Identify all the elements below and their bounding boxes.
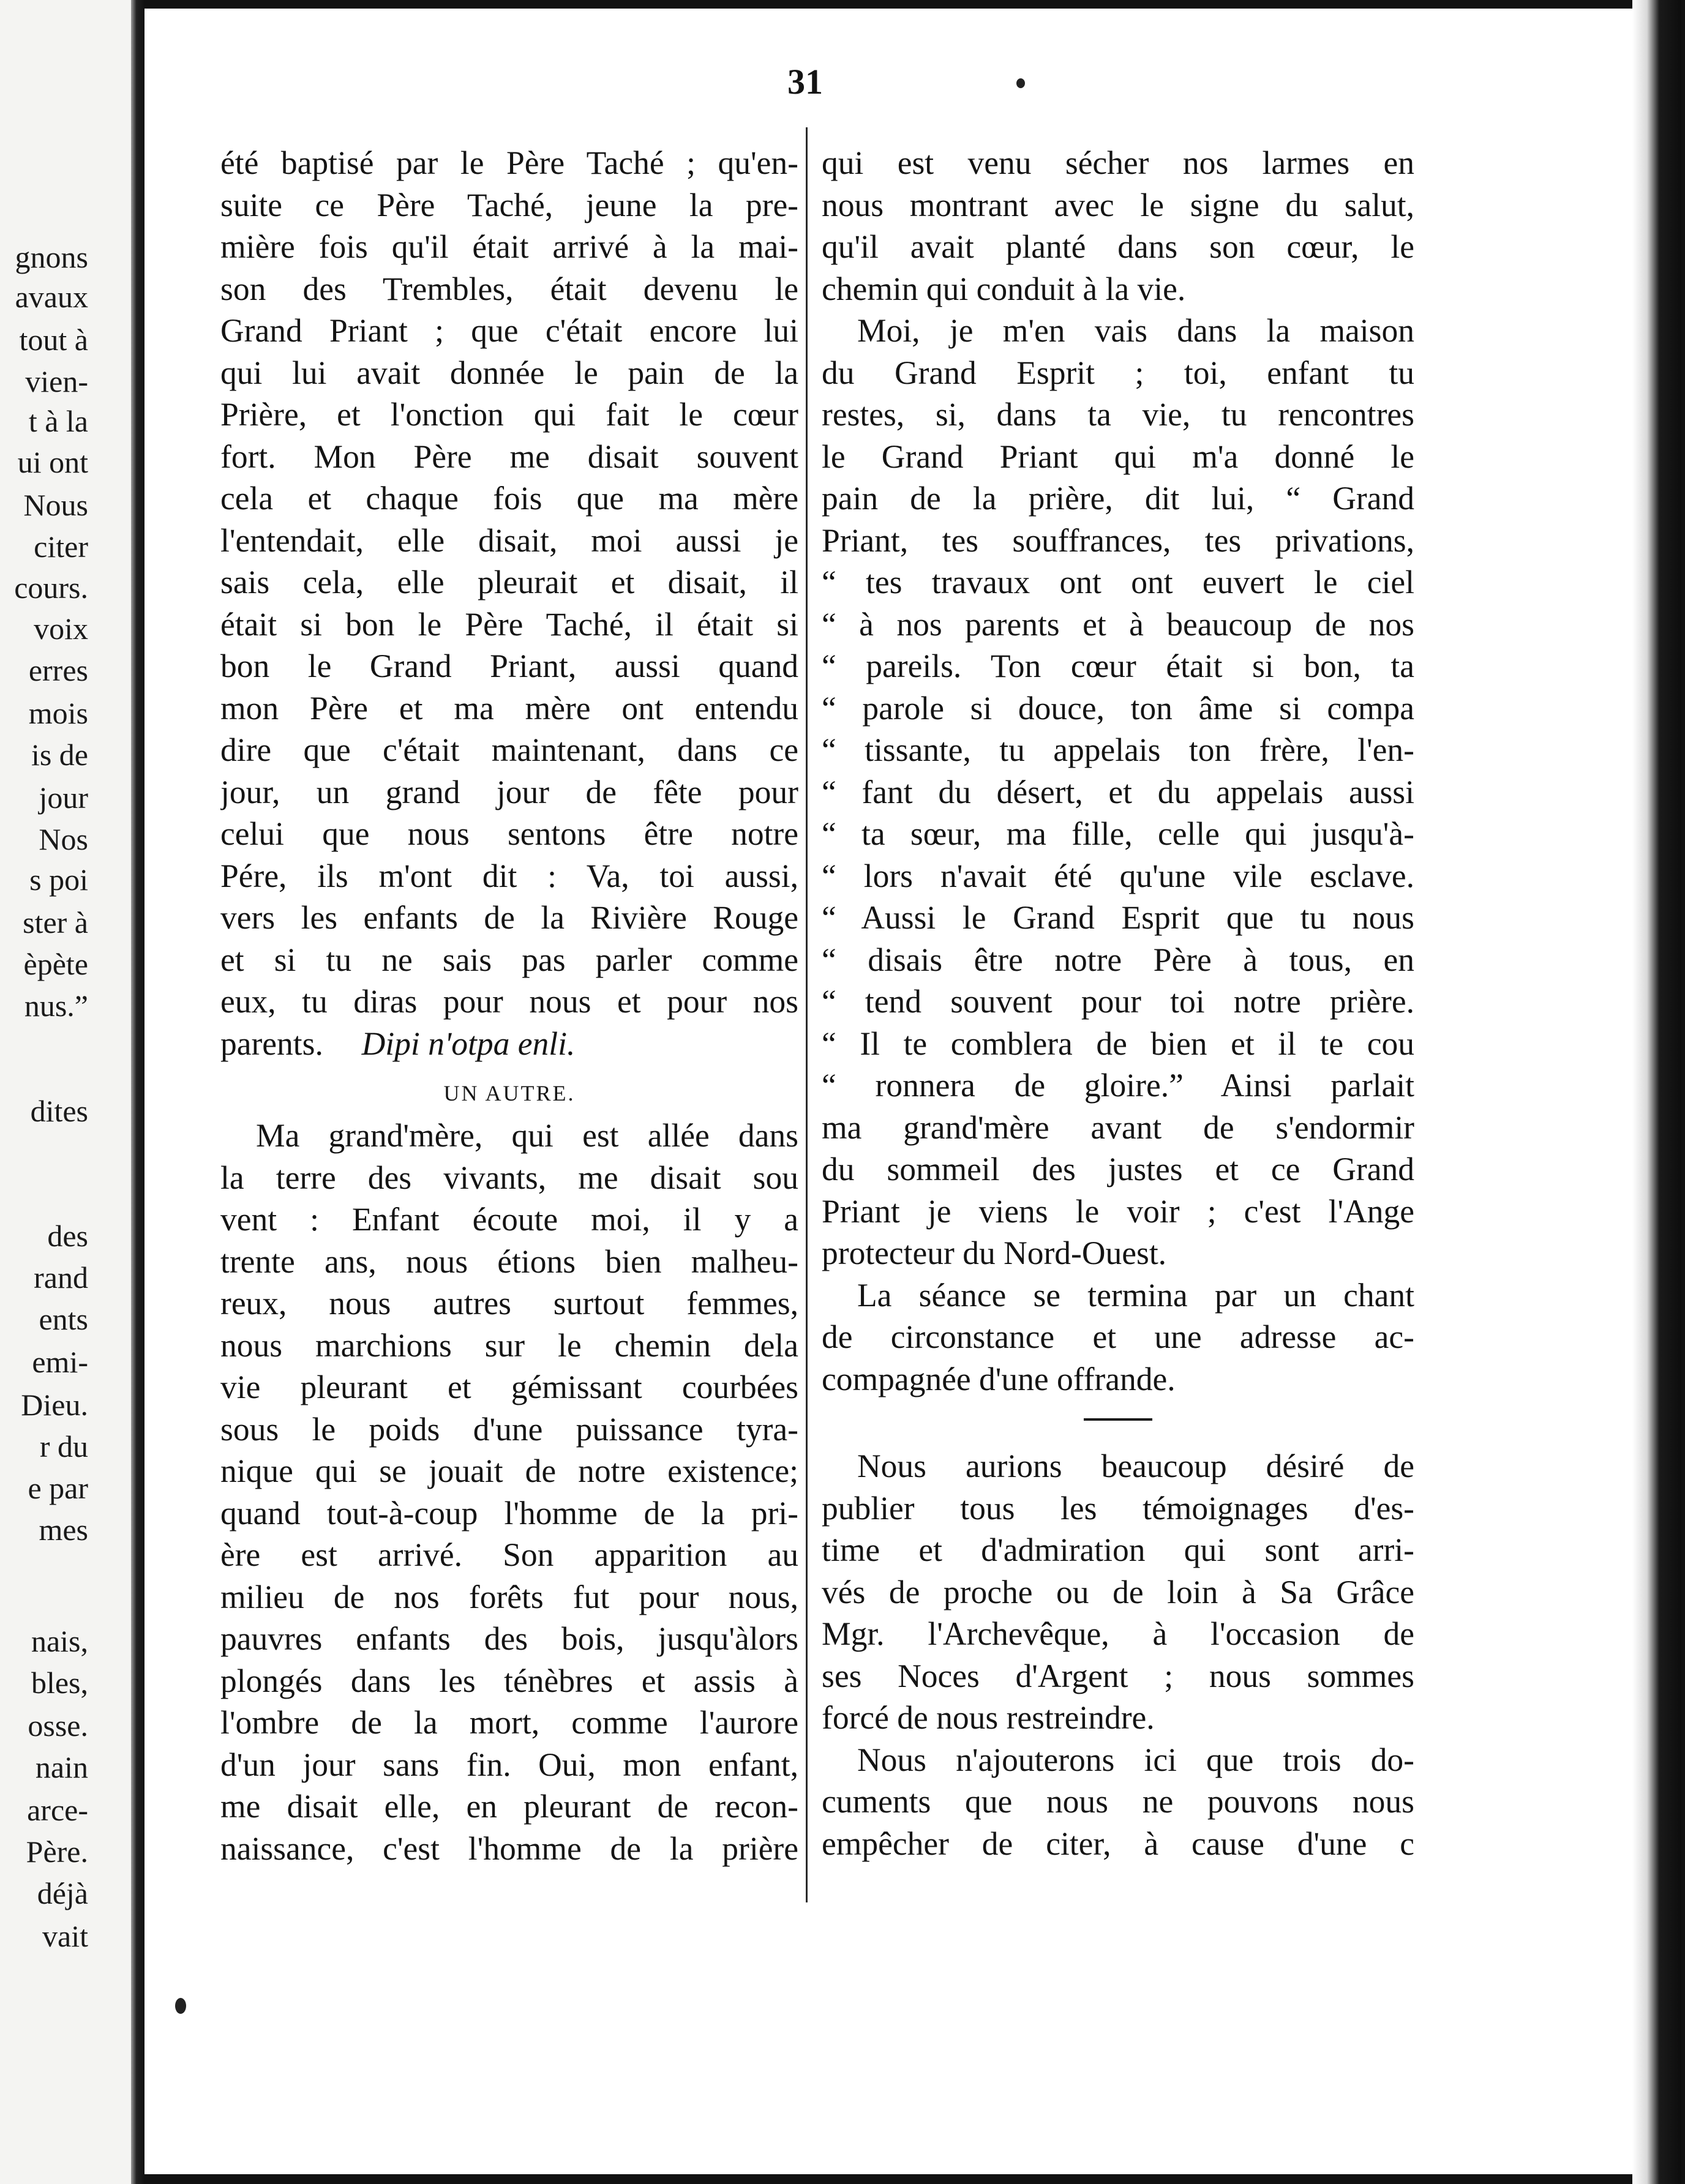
right-paragraph xyxy=(822,1445,1414,1739)
left-column-line: pauvres enfants des bois, jusqu'àlors xyxy=(220,1620,798,1657)
margin-fragment: èpète xyxy=(23,947,88,981)
right-column-line: compagnée d'une offrande. xyxy=(822,1360,1176,1397)
right-column-line: restes, si, dans ta vie, tu rencontres xyxy=(822,396,1414,433)
left-column-line: trente ans, nous étions bien malheu- xyxy=(220,1243,798,1280)
margin-fragment: Nos xyxy=(39,822,88,856)
right-column-line: “ fant du désert, et du appelais aussi xyxy=(822,773,1414,810)
right-column-line: cuments que nous ne pouvons nous xyxy=(822,1783,1414,1820)
left-column-line: eux, tu diras pour nous et pour nos xyxy=(220,983,798,1020)
right-page-edge xyxy=(1632,0,1681,2184)
margin-fragment: s poi xyxy=(29,862,88,897)
right-column-line: “ tissante, tu appelais ton frère, l'en- xyxy=(822,731,1414,768)
margin-fragment: e par xyxy=(28,1471,88,1505)
margin-fragment: osse. xyxy=(28,1708,88,1743)
left-column-line: l'entendait, elle disait, moi aussi je xyxy=(220,522,798,559)
margin-fragment: des xyxy=(47,1219,88,1253)
margin-fragment: gnons xyxy=(15,240,88,274)
right-column-line: “ parole si douce, ton âme si compa xyxy=(822,689,1414,727)
right-column-line: du sommeil des justes et ce Grand xyxy=(822,1151,1414,1187)
left-column-text xyxy=(220,142,798,1023)
right-paragraph xyxy=(822,1274,1414,1401)
column-divider xyxy=(806,127,808,1902)
left-column-line: reux, nous autres surtout femmes, xyxy=(220,1285,798,1322)
margin-fragment: bles, xyxy=(31,1666,88,1700)
section-heading-line xyxy=(220,1064,798,1115)
margin-fragment: nus.” xyxy=(24,989,88,1023)
margin-fragment: tout à xyxy=(19,323,88,357)
left-column-line: sais cela, elle pleurait et disait, il xyxy=(220,564,798,600)
left-column-line: qui lui avait donnée le pain de la xyxy=(220,354,798,391)
right-column-line: “ Il te comblera de bien et il te cou xyxy=(822,1025,1414,1062)
left-column-line: quand tout-à-coup l'homme de la pri- xyxy=(220,1494,798,1531)
right-column-line: publier tous les témoignages d'es- xyxy=(822,1489,1414,1527)
right-column-line: protecteur du Nord-Ouest. xyxy=(822,1235,1167,1271)
left-column-line: vers les enfants de la Rivière Rouge xyxy=(220,899,798,936)
left-column-line: ère est arrivé. Son apparition au xyxy=(220,1536,798,1573)
left-column-line: Prière, et l'onction qui fait le cœur xyxy=(220,396,798,433)
right-column-line: forcé de nous restreindre. xyxy=(822,1699,1155,1736)
left-column-line: d'un jour sans fin. Oui, mon enfant, xyxy=(220,1746,798,1783)
margin-fragment: mois xyxy=(28,696,88,730)
margin-fragment: déjà xyxy=(37,1876,88,1910)
margin-fragment: nain xyxy=(35,1750,88,1784)
right-column-line: “ tend souvent pour toi notre prière. xyxy=(822,983,1414,1020)
margin-fragment: vait xyxy=(42,1919,88,1953)
right-column-line: “ lors n'avait été qu'une vile esclave. xyxy=(822,857,1414,894)
binding-gutter xyxy=(131,0,144,2184)
left-column-line: et si tu ne sais pas parler comme xyxy=(220,941,798,978)
page-number: 31 xyxy=(787,62,823,102)
left-column-line: été baptisé par le Père Taché ; qu'en- xyxy=(220,144,798,181)
margin-fragment: mes xyxy=(39,1513,88,1547)
right-paragraph xyxy=(822,310,1414,1274)
right-column-line: ma grand'mère avant de s'endormir xyxy=(822,1109,1414,1146)
margin-fragment: citer xyxy=(34,529,88,564)
left-column-line: fort. Mon Père me disait souvent xyxy=(220,438,798,475)
left-column-line: Ma grand'mère, qui est allée dans xyxy=(256,1117,798,1154)
margin-fragment: is de xyxy=(31,738,88,772)
ink-speck xyxy=(175,1998,186,2014)
right-paragraph xyxy=(822,1739,1414,1865)
left-column-line: bon le Grand Priant, aussi quand xyxy=(220,648,798,684)
left-column-line: nous marchions sur le chemin dela xyxy=(220,1326,798,1364)
margin-fragment: emi- xyxy=(32,1345,88,1379)
margin-fragment: Dieu. xyxy=(21,1388,88,1422)
margin-fragment: r du xyxy=(39,1429,88,1464)
right-column xyxy=(822,142,1414,1864)
margin-fragment: ster à xyxy=(23,905,88,940)
right-column-line: nous montrant avec le signe du salut, xyxy=(822,186,1414,223)
margin-fragment: ui ont xyxy=(17,445,88,479)
left-column-line: me disait elle, en pleurant de recon- xyxy=(220,1788,798,1825)
margin-fragment: ents xyxy=(39,1302,88,1336)
right-column-line: Nous aurions beaucoup désiré de xyxy=(857,1448,1414,1484)
closing-word: parents. xyxy=(220,1025,323,1062)
right-column-line: “ disais être notre Père à tous, en xyxy=(822,941,1414,978)
margin-fragment: rand xyxy=(34,1260,88,1295)
right-column-line: Priant, tes souffrances, tes privations, xyxy=(822,522,1414,559)
right-column-line: le Grand Priant qui m'a donné le xyxy=(822,438,1414,475)
left-column-line: vent : Enfant écoute moi, il y a xyxy=(220,1201,798,1238)
left-column-line: mière fois qu'il était arrivé à la mai- xyxy=(220,228,798,265)
margin-fragment: erres xyxy=(28,653,88,687)
right-column-line: vés de proche ou de loin à Sa Grâce xyxy=(822,1573,1414,1610)
margin-fragment: jour xyxy=(39,780,88,815)
left-column-line: mon Père et ma mère ont entendu xyxy=(220,689,798,727)
margin-fragment: cours. xyxy=(14,570,88,605)
right-column-line: qui est venu sécher nos larmes en xyxy=(822,144,1414,181)
left-column-line: l'ombre de la mort, comme l'aurore xyxy=(220,1704,798,1741)
left-column-line: milieu de nos forêts fut pour nous, xyxy=(220,1578,798,1615)
right-column-line: empêcher de citer, à cause d'une c xyxy=(822,1825,1414,1862)
left-column-line: était si bon le Père Taché, il était si xyxy=(220,605,798,643)
right-column-line: La séance se termina par un chant xyxy=(857,1276,1414,1314)
native-phrase: Dipi n'otpa enli. xyxy=(361,1025,576,1062)
left-column xyxy=(220,142,798,1869)
right-column-line: du Grand Esprit ; toi, enfant tu xyxy=(822,354,1414,391)
margin-fragment: Père. xyxy=(26,1834,88,1869)
margin-fragment: arce- xyxy=(27,1793,88,1827)
margin-fragment: t à la xyxy=(28,404,88,438)
left-column-line: son des Trembles, était devenu le xyxy=(220,270,798,307)
right-column-line: Moi, je m'en vais dans la maison xyxy=(857,312,1414,349)
right-column-line: time et d'admiration qui sont arri- xyxy=(822,1531,1414,1568)
ink-speck xyxy=(1016,78,1025,88)
right-column-line: “ Aussi le Grand Esprit que tu nous xyxy=(822,899,1414,936)
right-column-line: qu'il avait planté dans son cœur, le xyxy=(822,228,1414,265)
left-column-line: dire que c'était maintenant, dans ce xyxy=(220,731,798,768)
left-column-line: naissance, c'est l'homme de la prière xyxy=(220,1830,798,1867)
left-column-line: nique qui se jouait de notre existence; xyxy=(220,1453,798,1489)
right-column-line: Nous n'ajouterons ici que trois do- xyxy=(857,1741,1414,1778)
left-column-line: cela et chaque fois que ma mère xyxy=(220,480,798,517)
right-column-line: pain de la prière, dit lui, “ Grand xyxy=(822,480,1414,517)
section-heading: UN AUTRE. xyxy=(443,1081,576,1105)
right-paragraph xyxy=(822,142,1414,310)
margin-fragment: nais, xyxy=(31,1624,88,1658)
left-column-line: la terre des vivants, me disait sou xyxy=(220,1159,798,1196)
right-column-line: de circonstance et une adresse ac- xyxy=(822,1318,1414,1355)
left-column-line: celui que nous sentons être notre xyxy=(220,815,798,852)
right-column-line: “ tes travaux ont ont euvert le ciel xyxy=(822,564,1414,600)
left-column-line: sous le poids d'une puissance tyra- xyxy=(220,1410,798,1448)
left-column-line: Pére, ils m'ont dit : Va, toi aussi, xyxy=(220,857,798,894)
right-column-line: “ pareils. Ton cœur était si bon, ta xyxy=(822,648,1414,684)
previous-page-margin xyxy=(0,0,144,2184)
right-column-line: chemin qui conduit à la vie. xyxy=(822,270,1186,307)
margin-fragment: Nous xyxy=(23,488,88,522)
left-column-line xyxy=(220,1023,798,1065)
right-column-line: Mgr. l'Archevêque, à l'occasion de xyxy=(822,1615,1414,1652)
right-column-line: Priant je viens le voir ; c'est l'Ange xyxy=(822,1192,1414,1230)
right-column-line: “ ta sœur, ma fille, celle qui jusqu'à- xyxy=(822,815,1414,852)
margin-fragment: avaux xyxy=(15,280,88,314)
left-column-text-after-heading xyxy=(220,1115,798,1869)
left-column-line: plongés dans les ténèbres et assis à xyxy=(220,1662,798,1699)
right-column-line: “ à nos parents et à beaucoup de nos xyxy=(822,605,1414,643)
left-column-line: vie pleurant et gémissant courbées xyxy=(220,1369,798,1405)
margin-fragment: voix xyxy=(34,611,88,646)
left-column-line: Grand Priant ; que c'était encore lui xyxy=(220,312,798,349)
left-column-line: suite ce Père Taché, jeune la pre- xyxy=(220,186,798,223)
margin-fragment: dites xyxy=(30,1094,88,1128)
right-column-line: “ ronnera de gloire.” Ainsi parlait xyxy=(822,1067,1414,1104)
right-column-line: ses Noces d'Argent ; nous sommes xyxy=(822,1657,1414,1694)
left-column-line: jour, un grand jour de fête pour xyxy=(220,773,798,810)
margin-fragment: vien- xyxy=(25,364,88,398)
